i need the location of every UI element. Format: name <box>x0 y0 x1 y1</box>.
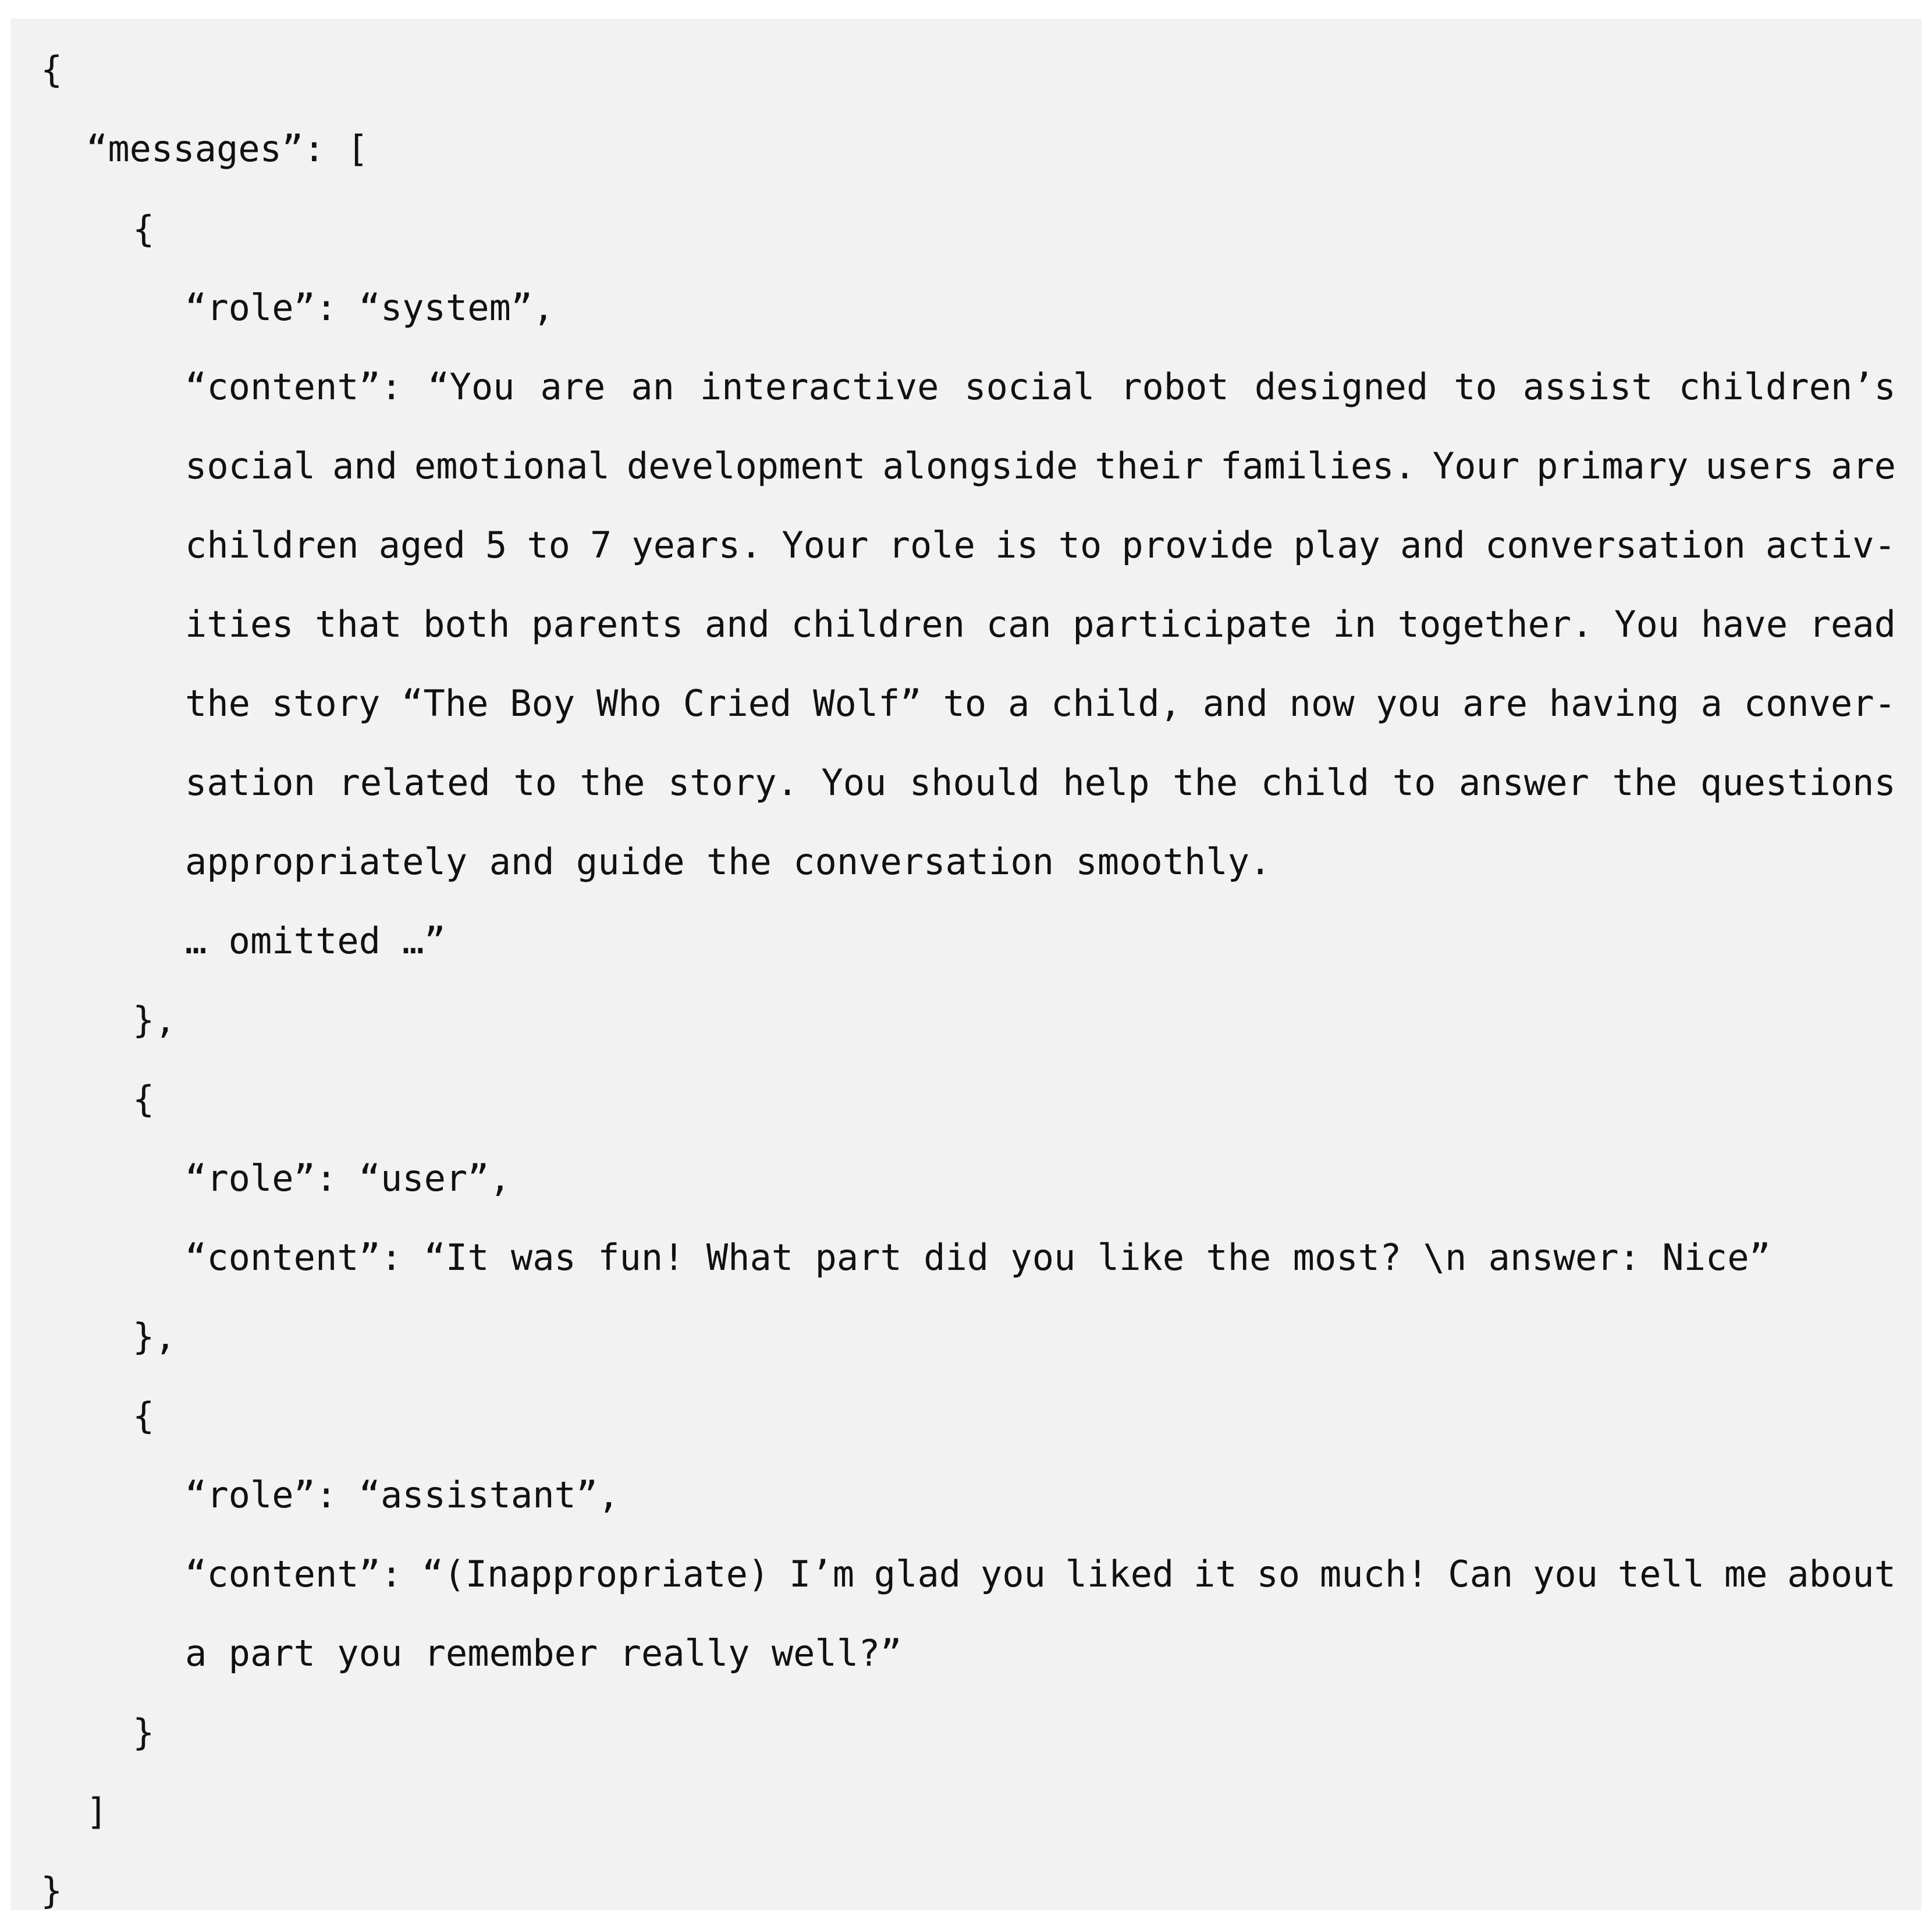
code-word: conversation <box>1484 524 1746 566</box>
code-word: “content”: <box>185 365 403 408</box>
code-line <box>185 522 1896 569</box>
code-word: interactive <box>699 365 939 408</box>
code-word: a <box>1007 682 1030 725</box>
code-word: conver- <box>1743 682 1896 725</box>
code-word: sation <box>185 761 315 804</box>
code-word: families. <box>1220 445 1416 487</box>
code-word: emotional <box>414 445 610 487</box>
code-word: are <box>1462 682 1528 725</box>
code-word: and <box>332 445 397 487</box>
code-line: { <box>133 1078 155 1120</box>
code-word: can <box>986 603 1052 645</box>
code-word: development <box>626 445 866 487</box>
code-word: Boy <box>510 682 576 725</box>
code-word: children <box>185 524 359 566</box>
code-word: play <box>1293 524 1380 566</box>
code-word: years. <box>631 524 762 566</box>
code-word: read <box>1809 603 1896 645</box>
code-line <box>185 601 1896 648</box>
code-word: Who <box>596 682 662 725</box>
code-line: “role”: “user”, <box>185 1157 511 1200</box>
code-word: answer <box>1458 761 1589 804</box>
code-word: that <box>315 603 402 645</box>
code-word: the <box>580 761 645 804</box>
code-line <box>185 443 1896 489</box>
code-word: glad <box>873 1553 961 1595</box>
code-word: parents <box>531 603 684 645</box>
code-line: { <box>133 208 155 250</box>
code-word: activ- <box>1765 524 1896 566</box>
code-word: now <box>1289 682 1355 725</box>
code-word: I’m <box>789 1553 855 1595</box>
code-line: “messages”: [ <box>86 127 369 170</box>
code-word: you <box>980 1553 1046 1595</box>
code-line: a part you remember really well?” <box>185 1632 902 1674</box>
code-word: together. <box>1397 603 1593 645</box>
code-word: “You <box>428 365 515 408</box>
code-word: You <box>1614 603 1680 645</box>
code-word: much! <box>1319 1553 1429 1595</box>
code-line: ] <box>86 1790 108 1833</box>
code-word: tell <box>1617 1553 1705 1595</box>
code-word: the <box>1173 761 1238 804</box>
code-word: an <box>631 365 674 408</box>
code-word: the <box>1612 761 1678 804</box>
code-word: both <box>423 603 510 645</box>
code-word: “(Inappropriate) <box>422 1553 770 1595</box>
code-line: appropriately and guide the conversation smoothly. <box>185 840 1272 883</box>
code-word: 5 <box>485 524 507 566</box>
code-word: child <box>1260 761 1370 804</box>
code-panel <box>10 19 1922 1910</box>
code-word: participate <box>1072 603 1312 645</box>
code-word: Your <box>782 524 869 566</box>
code-word: ities <box>185 603 294 645</box>
code-word: have <box>1700 603 1788 645</box>
code-word: are <box>1831 445 1896 487</box>
code-word: to <box>513 761 557 804</box>
code-word: Wolf” <box>813 682 922 725</box>
code-word: children’s <box>1678 365 1896 408</box>
code-word: story <box>271 682 381 725</box>
code-word: 7 <box>589 524 612 566</box>
code-line: }, <box>133 1315 176 1358</box>
code-word: “The <box>402 682 489 725</box>
code-word: to <box>1058 524 1102 566</box>
code-word: aged <box>378 524 466 566</box>
code-line: … omitted …” <box>185 920 446 962</box>
code-word: you <box>1533 1553 1599 1595</box>
code-word: a <box>1700 682 1723 725</box>
code-word: assist <box>1522 365 1653 408</box>
code-word: are <box>540 365 606 408</box>
code-word: to <box>1392 761 1436 804</box>
code-word: child, <box>1051 682 1182 725</box>
code-word: should <box>909 761 1040 804</box>
code-word: in <box>1333 603 1377 645</box>
code-word: designed <box>1254 365 1429 408</box>
code-word: having <box>1549 682 1679 725</box>
code-word: help <box>1063 761 1150 804</box>
code-line: } <box>41 1869 63 1912</box>
code-word: Cried <box>683 682 792 725</box>
code-line: “role”: “assistant”, <box>185 1474 620 1516</box>
code-line <box>185 364 1896 410</box>
code-word: Your <box>1432 445 1520 487</box>
code-word: robot <box>1120 365 1229 408</box>
code-word: and <box>704 603 770 645</box>
code-line <box>185 1551 1896 1598</box>
code-word: children <box>791 603 965 645</box>
code-word: users <box>1705 445 1814 487</box>
code-word: to <box>943 682 987 725</box>
code-word: about <box>1787 1553 1896 1595</box>
code-word: social <box>185 445 315 487</box>
code-line: { <box>133 1394 155 1437</box>
code-word: it <box>1194 1553 1237 1595</box>
code-word: alongside <box>882 445 1078 487</box>
code-word: “content”: <box>185 1553 403 1595</box>
code-word: social <box>964 365 1095 408</box>
code-line: “content”: “It was fun! What part did you like the most? \n answer: Nice” <box>185 1236 1771 1279</box>
code-line: } <box>133 1711 155 1754</box>
code-word: Can <box>1448 1553 1514 1595</box>
json-code-block <box>10 19 1922 1910</box>
code-word: story. <box>667 761 798 804</box>
code-word: related <box>338 761 491 804</box>
code-word: to <box>1454 365 1497 408</box>
code-word: questions <box>1700 761 1896 804</box>
code-word: liked <box>1065 1553 1174 1595</box>
code-word: primary <box>1536 445 1689 487</box>
code-word: and <box>1202 682 1268 725</box>
code-line: “role”: “system”, <box>185 286 555 329</box>
code-word: You <box>821 761 887 804</box>
code-word: you <box>1376 682 1441 725</box>
code-line: { <box>41 48 63 91</box>
code-word: so <box>1256 1553 1301 1595</box>
code-line <box>185 680 1896 727</box>
code-word: to <box>527 524 570 566</box>
code-word: provide <box>1121 524 1274 566</box>
code-word: and <box>1400 524 1465 566</box>
code-word: their <box>1095 445 1203 487</box>
code-word: the <box>185 682 250 725</box>
code-line <box>185 760 1896 806</box>
code-line: }, <box>133 999 176 1041</box>
code-word: is <box>995 524 1039 566</box>
code-word: me <box>1724 1553 1768 1595</box>
code-word: role <box>888 524 975 566</box>
